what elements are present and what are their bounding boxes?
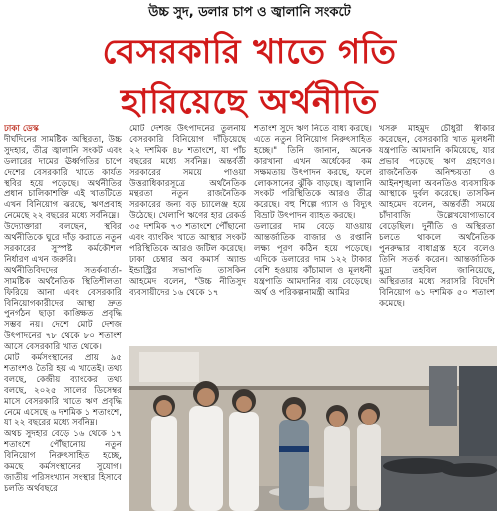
paragraph: মোট কর্মসংস্থানের প্রায় ৯৫ শতাংশও তৈরি হয় এ খাতেই। তথ্য বলছে, কেন্দ্রীয় ব্যাংকের তথ্য বলছে, ২০২৫ সালের ডিসেম্বর মাসে বেসরকারি খাতে ঋণ প্রবৃদ্ধি নেমে এসেছে ৬ দশমিক ১ শতাংশে, যা ২২ বছরের মধ্যে সর্বনিম্ন।: [4, 353, 122, 429]
headline-line-1: বেসরকারি খাতে গতি: [102, 32, 397, 72]
paragraph: দীর্ঘদিনের সামষ্টিক অস্থিরতা, উচ্চ সুদহার, তীব্র জ্বালানি সংকট এবং ডলারের দামের ঊর্ধ্বগতির চাপে দেশের বেসরকারি খাতে কার্যত স্থবির হয়ে পড়েছে। অর্থনীতির প্রধান চালিকাশক্তি এই খাতটিতে এখন বিনিয়োগ ঝরছে, ঋণপ্রবাহ নেমেছে ২২ বছরের মধ্যে সর্বনিম্নে।: [4, 134, 122, 222]
news-photo: [129, 346, 497, 511]
dateline: ঢাকা ডেস্ক: [4, 124, 39, 134]
paragraph: খসরু মাহমুদ চৌধুরী স্বীকার করেছেন, বেসরকারি খাত মূলধনী যন্ত্রপাতি আমদানি কমিয়েছে, যার প্রভাব পড়েছে ঋণ গ্রহণেও। রাজনৈতিক অনিশ্চয়তা ও আইনশৃঙ্খলা অবনতিও ব্যবসায়িক আস্থাকে দুর্বল করেছে। তাসকিন আহমেদ বলেন, অন্তর্বর্তী সময়ে চাঁদাবাজি উল্লেখযোগ্যভাবে বেড়েছিল। দুর্নীতি ও অস্থিরতা চলতে থাকলে অর্থনৈতিক পুনরুদ্ধার বাধাগ্রস্ত হবে বলেও তিনি সতর্ক করেন। আন্তর্জাতিক মুদ্রা তহবিল জানিয়েছে, অস্থিরতার মধ্যে সরাসরি বিদেশি বিনিয়োগ ৬১ দশমিক ৫০ শতাংশ কমেছে।: [379, 124, 495, 309]
column-1: [4, 124, 122, 513]
photo-factory-visit-illustration: [129, 346, 497, 511]
kicker: উচ্চ সুদ, ডলার চাপ ও জ্বালানি সংকটে: [148, 5, 351, 20]
column-3: [254, 124, 372, 342]
paragraph: মোট দেশজ উৎপাদনের তুলনায় বেসরকারি বিনিয়োগ দাঁড়িয়েছে ২২ দশমিক ৪৮ শতাংশে, যা পাঁচ বছরের মধ্যে সর্বনিম্ন। অন্তর্বর্তী সরকারের সময়ে পাওয়া উত্তরাধিকারসূত্রে অর্থনৈতিক মন্থরতা নতুন রাজনৈতিক সরকারের জন্য বড় চ্যালেঞ্জ হয়ে উঠেছে। খেলাপি ঋণের হার রেকর্ড ৩৫ দশমিক ৭৩ শতাংশে পৌঁছানো এবং ব্যাংকিং খাতে আস্থার সংকট পরিস্থিতিকে আরও জটিল করেছে। ঢাকা চেম্বার অব কমার্স অ্যান্ড ইন্ডাস্ট্রির সভাপতি তাসকিন আহমেদ বলেন, "উচ্চ নীতিসুদ ব্যবসায়ীদের ১৬ থেকে ১৭: [129, 124, 246, 298]
column-2: [129, 124, 246, 342]
paragraph: শতাংশ সুদে ঋণ নিতে বাধ্য করছে। এতে নতুন বিনিয়োগ নিরুৎসাহিত হচ্ছে।" তিনি জানান, অনেক কারখানা এখন অর্ধেকের কম সক্ষমতায় উৎপাদন করছে, ফলে লোকসানের ঝুঁকি বাড়ছে। জ্বালানি সংকট পরিস্থিতিকে আরও তীব্র করেছে। বহু শিল্পে গ্যাস ও বিদ্যুৎ বিভ্রাট উৎপাদন ব্যাহত করছে।: [254, 124, 372, 222]
paragraph: ডলারের দাম বেড়ে যাওয়ায় আন্তর্জাতিক বাজার ও রপ্তানি লক্ষ্য পূরণ কঠিন হয়ে পড়েছে। এদিকে ডলারের দাম ১২২ টাকার বেশি হওয়ায় কাঁচামাল ও মূলধনী যন্ত্রপাতি আমদানির ব্যয় বেড়েছে। অর্থ ও পরিকল্পনামন্ত্রী আমির: [254, 222, 372, 298]
column-4: [379, 124, 495, 342]
paragraph: উদ্যোক্তারা বলছেন, স্থবির অর্থনীতিকে ঘুরে দাঁড় করাতে নতুন সরকারের সুস্পষ্ট কর্মকৌশল নির্ধারণ এখন জরুরি।: [4, 222, 122, 265]
paragraph: অথচ সুদহার বেড়ে ১৬ থেকে ১৭ শতাংশে পৌঁছানোয় নতুন বিনিয়োগ নিরুৎসাহিত হচ্ছে, কমছে কর্মসংস্থানের সুযোগ। জাতীয় পরিসংখ্যান সংস্থার হিসাবে চলতি অর্থবছরে: [4, 429, 122, 494]
paragraph: অর্থনীতিবিদদের সতর্কবার্তা- সামষ্টিক অর্থনৈতিক স্থিতিশীলতা ফিরিয়ে আনা এবং বেসরকারি বিনিয়োগকারীদের আস্থা দ্রুত পুনর্গঠন ছাড়া কাঙ্ক্ষিত প্রবৃদ্ধি সম্ভব নয়। দেশে মোট দেশজ উৎপাদনের ৭৮ থেকে ৮০ শতাংশ আসে বেসরকারি খাত থেকে।: [4, 265, 122, 353]
headline-line-2: হারিয়েছে অর্থনীতি: [120, 82, 379, 122]
